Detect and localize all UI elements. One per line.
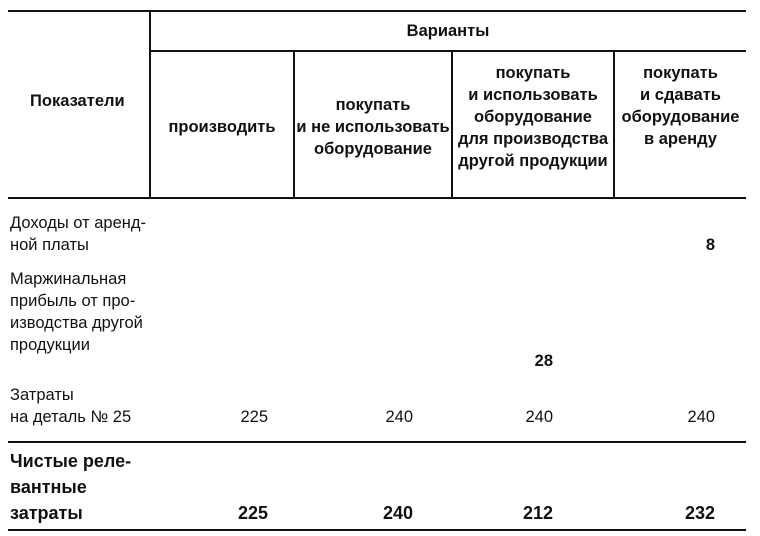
cell-part-costs-use-other: 240 (525, 408, 553, 426)
total-separator-rule (8, 441, 746, 443)
cell-part-costs-lease: 240 (687, 408, 715, 426)
col-header-buy-not-use: покупать и не использовать оборудование (296, 96, 450, 158)
cell-total-produce: 225 (237, 503, 268, 523)
row-label-marginal-profit: Маржинальная прибыль от про- изводства другой продукции (10, 270, 143, 354)
header-bottom-rule (8, 197, 746, 199)
cell-total-use-other: 212 (522, 503, 553, 523)
cell-marginal-profit-use-other: 28 (534, 352, 553, 370)
table-top-rule (8, 10, 746, 12)
cell-part-costs-buy-not-use: 240 (385, 408, 413, 426)
indicators-header: Показатели (30, 92, 125, 110)
row-label-net-relevant-costs: Чистые реле- вантные затраты (10, 451, 132, 523)
variants-header-rule (150, 50, 746, 52)
col-header-produce: производить (168, 118, 276, 136)
cell-rental-income-lease: 8 (705, 236, 715, 254)
cell-part-costs-produce: 225 (240, 408, 268, 426)
col-header-buy-use-other: покупать и использовать оборудование для производства другой продукции (457, 64, 609, 170)
variants-header: Варианты (406, 22, 490, 40)
cell-total-buy-not-use: 240 (382, 503, 413, 523)
cell-total-lease: 232 (684, 503, 715, 523)
row-label-part-costs: Затраты на деталь № 25 (10, 386, 132, 426)
row-label-rental-income: Доходы от аренд- ной платы (10, 214, 147, 254)
col-header-buy-lease: покупать и сдавать оборудование в аренду (621, 64, 740, 148)
table-bottom-rule (8, 529, 746, 531)
